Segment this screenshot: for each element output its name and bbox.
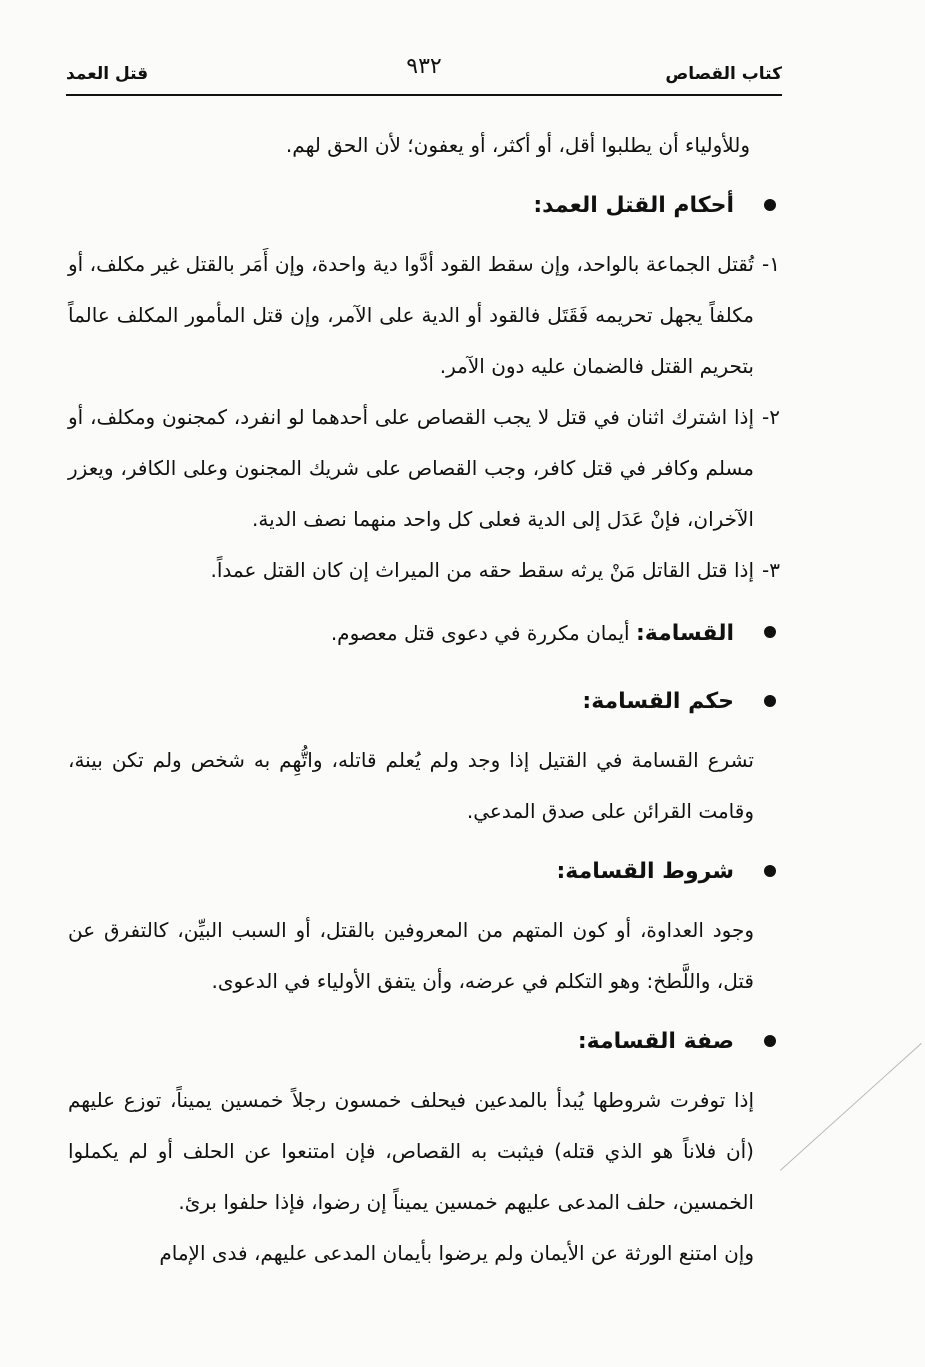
conditions-heading-text: شروط القسامة: [556,859,734,884]
ruling-item-3 [68,545,780,596]
item-text: تُقتل الجماعة بالواحد، وإن سقط القود أدَّوا دية واحدة، وإن أَمَر بالقتل غير مكلف، أو مكلفاً يجهل تحريمه فَقَتَل فالقود أو الدية على الآمر، وإن قتل المأمور المكلف عالماً بتحريم القتل فالضمان عليه دون الآمر. [68,252,754,378]
intro-paragraph: وللأولياء أن يطلبوا أقل، أو أكثر، أو يعفون؛ لأن الحق لهم. [285,133,750,157]
description-heading [68,1013,780,1071]
qasama-ruling-paragraph: تشرع القسامة في القتيل إذا وجد ولم يُعلم قاتله، واتُّهِم به شخص ولم تكن بينة، وقامت القرائن على صدق المدعي. [68,748,754,823]
final-paragraph: وإن امتنع الورثة عن الأيمان ولم يرضوا بأيمان المدعى عليهم، فدى الإمام [159,1241,754,1265]
qasama-definition [68,604,780,663]
item-text: إذا قتل القاتل مَنْ يرثه سقط حقه من الميراث إن كان القتل عمداً. [210,558,754,582]
qasama-ruling-heading-text: حكم القسامة: [582,689,734,714]
description-heading-text: صفة القسامة: [577,1029,734,1054]
item-number: ١- [762,252,780,276]
book-title: كتاب القصاص [665,64,782,84]
qasama-term: القسامة: [635,621,734,646]
conditions-paragraph: وجود العداوة، أو كون المتهم من المعروفين بالقتل، أو السبب البيِّن، كالتفرق عن قتل، واللَّطخ: وهو التكلم في عرضه، وأن يتفق الأولياء في الدعوى. [68,918,754,993]
bullet-icon [764,695,776,707]
bullet-icon [764,626,776,638]
item-number: ٣- [762,558,780,582]
qasama-ruling-heading [68,673,780,731]
item-text: إذا اشترك اثنان في قتل لا يجب القصاص على أحدهما لو انفرد، كمجنون ومكلف، أو مسلم وكافر في قتل كافر، وجب القصاص على شريك المجنون وعلى الكافر، ويعزر الآخران، فإنْ عَدَل إلى الدية فعلى كل واحد منهما نصف الدية. [68,405,754,531]
rulings-heading [68,177,780,235]
page-header [66,56,782,96]
qasama-definition-text: أيمان مكررة في دعوى قتل معصوم. [330,621,630,645]
bullet-icon [764,865,776,877]
bullet-icon [764,199,776,211]
conditions-heading [68,843,780,901]
ruling-item-1 [68,239,780,392]
description-paragraph: إذا توفرت شروطها يُبدأ بالمدعين فيحلف خمسون رجلاً خمسين يميناً، توزع عليهم (أن فلاناً هو الذي قتله) فيثبت به القصاص، فإن امتنعوا عن الحلف أو لم يكملوا الخمسين، حلف المدعى عليهم خمسين يميناً إن رضوا، فإذا حلفوا برئ. [68,1088,754,1214]
rulings-heading-text: أحكام القتل العمد: [533,193,734,218]
ruling-item-2 [68,392,780,545]
page-number: ٩٣٢ [406,54,442,79]
bullet-icon [764,1035,776,1047]
scan-artifact-line [780,1043,922,1171]
page-body [68,120,780,1279]
chapter-title: قتل العمد [66,64,149,84]
item-number: ٢- [762,405,780,429]
